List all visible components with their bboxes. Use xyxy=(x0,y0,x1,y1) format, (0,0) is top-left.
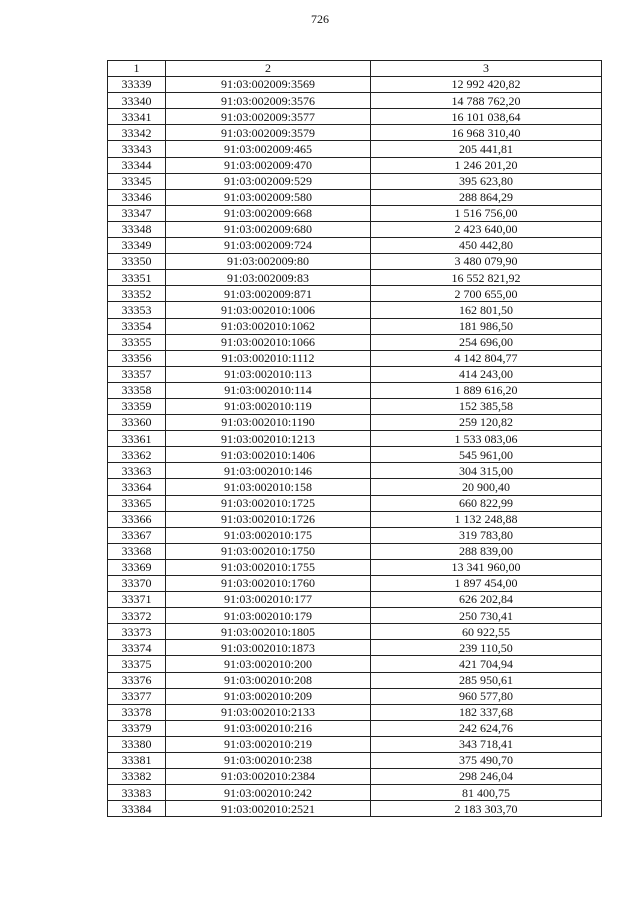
cadastral-number-cell: 91:03:002010:209 xyxy=(166,688,371,704)
cadastral-number-cell: 91:03:002010:242 xyxy=(166,785,371,801)
row-number-cell: 33355 xyxy=(108,334,166,350)
row-number-cell: 33384 xyxy=(108,801,166,817)
value-cell: 1 246 201,20 xyxy=(371,157,602,173)
table-row xyxy=(108,688,602,704)
cadastral-number-cell: 91:03:002009:580 xyxy=(166,189,371,205)
cadastral-number-cell: 91:03:002010:1726 xyxy=(166,511,371,527)
row-number-cell: 33359 xyxy=(108,398,166,414)
row-number-cell: 33354 xyxy=(108,318,166,334)
table-row xyxy=(108,753,602,769)
value-cell: 239 110,50 xyxy=(371,640,602,656)
row-number-cell: 33382 xyxy=(108,769,166,785)
value-cell: 16 552 821,92 xyxy=(371,270,602,286)
cadastral-number-cell: 91:03:002009:3579 xyxy=(166,125,371,141)
table-row xyxy=(108,576,602,592)
value-cell: 288 864,29 xyxy=(371,189,602,205)
value-cell: 626 202,84 xyxy=(371,592,602,608)
value-cell: 414 243,00 xyxy=(371,366,602,382)
column-header-number: 1 xyxy=(108,61,166,77)
cadastral-number-cell: 91:03:002010:175 xyxy=(166,527,371,543)
row-number-cell: 33380 xyxy=(108,736,166,752)
cadastral-value-table xyxy=(107,60,602,817)
table-row xyxy=(108,559,602,575)
table-row xyxy=(108,527,602,543)
value-cell: 1 889 616,20 xyxy=(371,382,602,398)
row-number-cell: 33375 xyxy=(108,656,166,672)
table-row xyxy=(108,173,602,189)
cadastral-number-cell: 91:03:002010:219 xyxy=(166,736,371,752)
cadastral-number-cell: 91:03:002010:1112 xyxy=(166,350,371,366)
cadastral-number-cell: 91:03:002009:83 xyxy=(166,270,371,286)
row-number-cell: 33378 xyxy=(108,704,166,720)
cadastral-number-cell: 91:03:002010:1213 xyxy=(166,431,371,447)
row-number-cell: 33371 xyxy=(108,592,166,608)
cadastral-number-cell: 91:03:002009:680 xyxy=(166,221,371,237)
table-row xyxy=(108,366,602,382)
row-number-cell: 33349 xyxy=(108,238,166,254)
table-row xyxy=(108,302,602,318)
cadastral-number-cell: 91:03:002010:1755 xyxy=(166,559,371,575)
row-number-cell: 33340 xyxy=(108,93,166,109)
row-number-cell: 33360 xyxy=(108,415,166,431)
table-row xyxy=(108,801,602,817)
row-number-cell: 33346 xyxy=(108,189,166,205)
table-row xyxy=(108,769,602,785)
row-number-cell: 33373 xyxy=(108,624,166,640)
table-row xyxy=(108,334,602,350)
value-cell: 242 624,76 xyxy=(371,720,602,736)
row-number-cell: 33351 xyxy=(108,270,166,286)
cadastral-number-cell: 91:03:002010:238 xyxy=(166,753,371,769)
row-number-cell: 33339 xyxy=(108,77,166,93)
cadastral-number-cell: 91:03:002010:1750 xyxy=(166,543,371,559)
cadastral-number-cell: 91:03:002010:1190 xyxy=(166,415,371,431)
value-cell: 20 900,40 xyxy=(371,479,602,495)
value-cell: 395 623,80 xyxy=(371,173,602,189)
cadastral-number-cell: 91:03:002010:1062 xyxy=(166,318,371,334)
cadastral-number-cell: 91:03:002010:146 xyxy=(166,463,371,479)
value-cell: 250 730,41 xyxy=(371,608,602,624)
cadastral-number-cell: 91:03:002010:113 xyxy=(166,366,371,382)
cadastral-number-cell: 91:03:002010:1406 xyxy=(166,447,371,463)
value-cell: 304 315,00 xyxy=(371,463,602,479)
value-cell: 2 700 655,00 xyxy=(371,286,602,302)
value-cell: 450 442,80 xyxy=(371,238,602,254)
table-header-row xyxy=(108,61,602,77)
value-cell: 254 696,00 xyxy=(371,334,602,350)
row-number-cell: 33350 xyxy=(108,254,166,270)
value-cell: 152 385,58 xyxy=(371,398,602,414)
value-cell: 375 490,70 xyxy=(371,753,602,769)
table-row xyxy=(108,189,602,205)
row-number-cell: 33370 xyxy=(108,576,166,592)
table-row xyxy=(108,720,602,736)
table-row xyxy=(108,221,602,237)
value-cell: 660 822,99 xyxy=(371,495,602,511)
table-row xyxy=(108,431,602,447)
row-number-cell: 33365 xyxy=(108,495,166,511)
value-cell: 2 183 303,70 xyxy=(371,801,602,817)
table-row xyxy=(108,382,602,398)
row-number-cell: 33366 xyxy=(108,511,166,527)
column-header-cadastral-number: 2 xyxy=(166,61,371,77)
column-header-value: 3 xyxy=(371,61,602,77)
row-number-cell: 33367 xyxy=(108,527,166,543)
cadastral-number-cell: 91:03:002010:158 xyxy=(166,479,371,495)
value-cell: 1 132 248,88 xyxy=(371,511,602,527)
row-number-cell: 33356 xyxy=(108,350,166,366)
cadastral-number-cell: 91:03:002009:529 xyxy=(166,173,371,189)
table-row xyxy=(108,415,602,431)
cadastral-number-cell: 91:03:002009:80 xyxy=(166,254,371,270)
table-row xyxy=(108,286,602,302)
table-row xyxy=(108,238,602,254)
value-cell: 298 246,04 xyxy=(371,769,602,785)
table-row xyxy=(108,592,602,608)
value-cell: 181 986,50 xyxy=(371,318,602,334)
row-number-cell: 33361 xyxy=(108,431,166,447)
row-number-cell: 33353 xyxy=(108,302,166,318)
value-cell: 16 968 310,40 xyxy=(371,125,602,141)
value-cell: 285 950,61 xyxy=(371,672,602,688)
cadastral-number-cell: 91:03:002009:470 xyxy=(166,157,371,173)
value-cell: 2 423 640,00 xyxy=(371,221,602,237)
table-row xyxy=(108,495,602,511)
value-cell: 205 441,81 xyxy=(371,141,602,157)
value-cell: 1 897 454,00 xyxy=(371,576,602,592)
row-number-cell: 33345 xyxy=(108,173,166,189)
row-number-cell: 33342 xyxy=(108,125,166,141)
table-row xyxy=(108,672,602,688)
cadastral-number-cell: 91:03:002010:1760 xyxy=(166,576,371,592)
table-row xyxy=(108,141,602,157)
table-row xyxy=(108,479,602,495)
cadastral-number-cell: 91:03:002010:2521 xyxy=(166,801,371,817)
value-cell: 4 142 804,77 xyxy=(371,350,602,366)
cadastral-number-cell: 91:03:002009:871 xyxy=(166,286,371,302)
table-body xyxy=(108,77,602,817)
value-cell: 343 718,41 xyxy=(371,736,602,752)
table-row xyxy=(108,608,602,624)
table-row xyxy=(108,318,602,334)
table-row xyxy=(108,656,602,672)
page-number: 726 xyxy=(311,12,329,26)
cadastral-number-cell: 91:03:002010:208 xyxy=(166,672,371,688)
value-cell: 319 783,80 xyxy=(371,527,602,543)
value-cell: 1 516 756,00 xyxy=(371,205,602,221)
value-cell: 14 788 762,20 xyxy=(371,93,602,109)
cadastral-number-cell: 91:03:002010:1725 xyxy=(166,495,371,511)
value-cell: 3 480 079,90 xyxy=(371,254,602,270)
row-number-cell: 33381 xyxy=(108,753,166,769)
cadastral-number-cell: 91:03:002010:1805 xyxy=(166,624,371,640)
table-row xyxy=(108,350,602,366)
cadastral-number-cell: 91:03:002009:724 xyxy=(166,238,371,254)
cadastral-number-cell: 91:03:002009:3577 xyxy=(166,109,371,125)
value-cell: 259 120,82 xyxy=(371,415,602,431)
row-number-cell: 33352 xyxy=(108,286,166,302)
row-number-cell: 33369 xyxy=(108,559,166,575)
table-row xyxy=(108,398,602,414)
table-row xyxy=(108,77,602,93)
table-row xyxy=(108,447,602,463)
row-number-cell: 33343 xyxy=(108,141,166,157)
row-number-cell: 33348 xyxy=(108,221,166,237)
table-row xyxy=(108,511,602,527)
row-number-cell: 33368 xyxy=(108,543,166,559)
value-cell: 545 961,00 xyxy=(371,447,602,463)
value-cell: 162 801,50 xyxy=(371,302,602,318)
cadastral-number-cell: 91:03:002009:3576 xyxy=(166,93,371,109)
table-row xyxy=(108,624,602,640)
cadastral-number-cell: 91:03:002010:114 xyxy=(166,382,371,398)
value-cell: 60 922,55 xyxy=(371,624,602,640)
value-cell: 81 400,75 xyxy=(371,785,602,801)
value-cell: 960 577,80 xyxy=(371,688,602,704)
cadastral-number-cell: 91:03:002009:668 xyxy=(166,205,371,221)
table-row xyxy=(108,125,602,141)
value-cell: 13 341 960,00 xyxy=(371,559,602,575)
row-number-cell: 33341 xyxy=(108,109,166,125)
table-row xyxy=(108,270,602,286)
value-cell: 1 533 083,06 xyxy=(371,431,602,447)
table-row xyxy=(108,785,602,801)
cadastral-number-cell: 91:03:002010:177 xyxy=(166,592,371,608)
cadastral-number-cell: 91:03:002010:1066 xyxy=(166,334,371,350)
cadastral-number-cell: 91:03:002010:2133 xyxy=(166,704,371,720)
cadastral-number-cell: 91:03:002010:216 xyxy=(166,720,371,736)
table-row xyxy=(108,157,602,173)
row-number-cell: 33344 xyxy=(108,157,166,173)
row-number-cell: 33376 xyxy=(108,672,166,688)
cadastral-number-cell: 91:03:002010:200 xyxy=(166,656,371,672)
row-number-cell: 33379 xyxy=(108,720,166,736)
cadastral-number-cell: 91:03:002010:179 xyxy=(166,608,371,624)
row-number-cell: 33347 xyxy=(108,205,166,221)
table-row xyxy=(108,640,602,656)
table-row xyxy=(108,543,602,559)
cadastral-number-cell: 91:03:002010:2384 xyxy=(166,769,371,785)
table-row xyxy=(108,109,602,125)
row-number-cell: 33358 xyxy=(108,382,166,398)
cadastral-number-cell: 91:03:002009:465 xyxy=(166,141,371,157)
table-row xyxy=(108,93,602,109)
cadastral-number-cell: 91:03:002010:1873 xyxy=(166,640,371,656)
value-cell: 12 992 420,82 xyxy=(371,77,602,93)
value-cell: 421 704,94 xyxy=(371,656,602,672)
table-row xyxy=(108,736,602,752)
table-row xyxy=(108,254,602,270)
row-number-cell: 33372 xyxy=(108,608,166,624)
value-cell: 288 839,00 xyxy=(371,543,602,559)
row-number-cell: 33364 xyxy=(108,479,166,495)
table-row xyxy=(108,463,602,479)
table-row xyxy=(108,704,602,720)
cadastral-number-cell: 91:03:002010:119 xyxy=(166,398,371,414)
row-number-cell: 33363 xyxy=(108,463,166,479)
row-number-cell: 33374 xyxy=(108,640,166,656)
row-number-cell: 33357 xyxy=(108,366,166,382)
row-number-cell: 33383 xyxy=(108,785,166,801)
cadastral-number-cell: 91:03:002009:3569 xyxy=(166,77,371,93)
row-number-cell: 33377 xyxy=(108,688,166,704)
value-cell: 16 101 038,64 xyxy=(371,109,602,125)
cadastral-number-cell: 91:03:002010:1006 xyxy=(166,302,371,318)
value-cell: 182 337,68 xyxy=(371,704,602,720)
table-row xyxy=(108,205,602,221)
row-number-cell: 33362 xyxy=(108,447,166,463)
